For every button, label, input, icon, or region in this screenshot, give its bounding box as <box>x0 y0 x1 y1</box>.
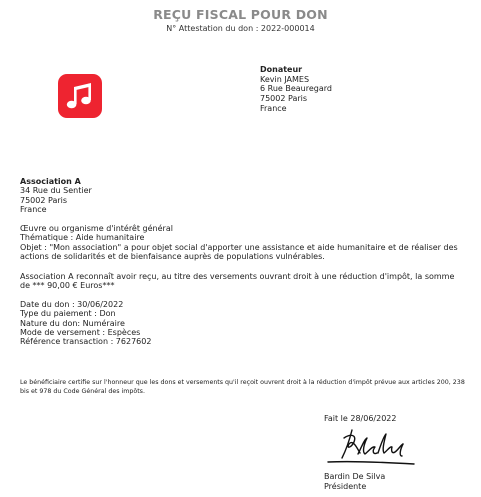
signer-block <box>324 472 385 491</box>
donor-country: France <box>260 103 287 113</box>
association-street: 34 Rue du Sentier <box>20 186 92 196</box>
payment-type: Type du paiement : Don <box>20 309 116 319</box>
attestation-number: N° Attestation du don : 2022-000014 <box>166 24 315 33</box>
association-logo <box>58 74 102 118</box>
association-name: Association A <box>20 177 81 186</box>
handwritten-signature <box>320 424 420 474</box>
mission-object: Objet : "Mon association" a pour objet social d'apporter une assistance et aide humanitaire et de réaliser des actions de solidarités et de bienfaisance auprès de populations vulnérables. <box>20 242 458 261</box>
mission-theme: Thématique : Aide humanitaire <box>20 233 145 243</box>
donation-details <box>20 300 465 346</box>
association-country: France <box>20 204 47 214</box>
donor-block <box>260 65 332 114</box>
association-block <box>20 177 92 214</box>
transaction-reference: Référence transaction : 7627602 <box>20 337 152 347</box>
donor-heading: Donateur <box>260 65 303 74</box>
donation-date: Date du don : 30/06/2022 <box>20 300 124 309</box>
donor-name: Kevin JAMES <box>260 74 310 84</box>
signer-name: Bardin De Silva <box>324 472 386 481</box>
signer-role: Présidente <box>324 481 367 491</box>
certification-text: Le bénéficiaire certifie sur l'honneur que les dons et versements qu'il reçoit ouvrent droit à la réduction d'impôt prévue aux articles 200, 238 bis et 978 du Code Général des impôts. <box>20 379 465 396</box>
association-city: 75002 Paris <box>20 195 68 205</box>
organisation-type: Œuvre ou organisme d'intérêt général <box>20 224 173 233</box>
receipt-title: REÇU FISCAL POUR DON <box>153 7 328 22</box>
signature-date: Fait le 28/06/2022 <box>324 414 397 423</box>
mission-block <box>20 224 465 261</box>
donor-street: 6 Rue Beauregard <box>260 84 332 94</box>
music-note-icon <box>58 74 102 118</box>
receipt-statement: Association A reconnaît avoir reçu, au titre des versements ouvrant droit à une réduction d'impôt, la somme de *** 90,00 € Euros*** <box>20 272 455 291</box>
donor-city: 75002 Paris <box>260 94 308 104</box>
donation-nature: Nature du don: Numéraire <box>20 318 125 328</box>
payment-mode: Mode de versement : Espèces <box>20 327 141 337</box>
